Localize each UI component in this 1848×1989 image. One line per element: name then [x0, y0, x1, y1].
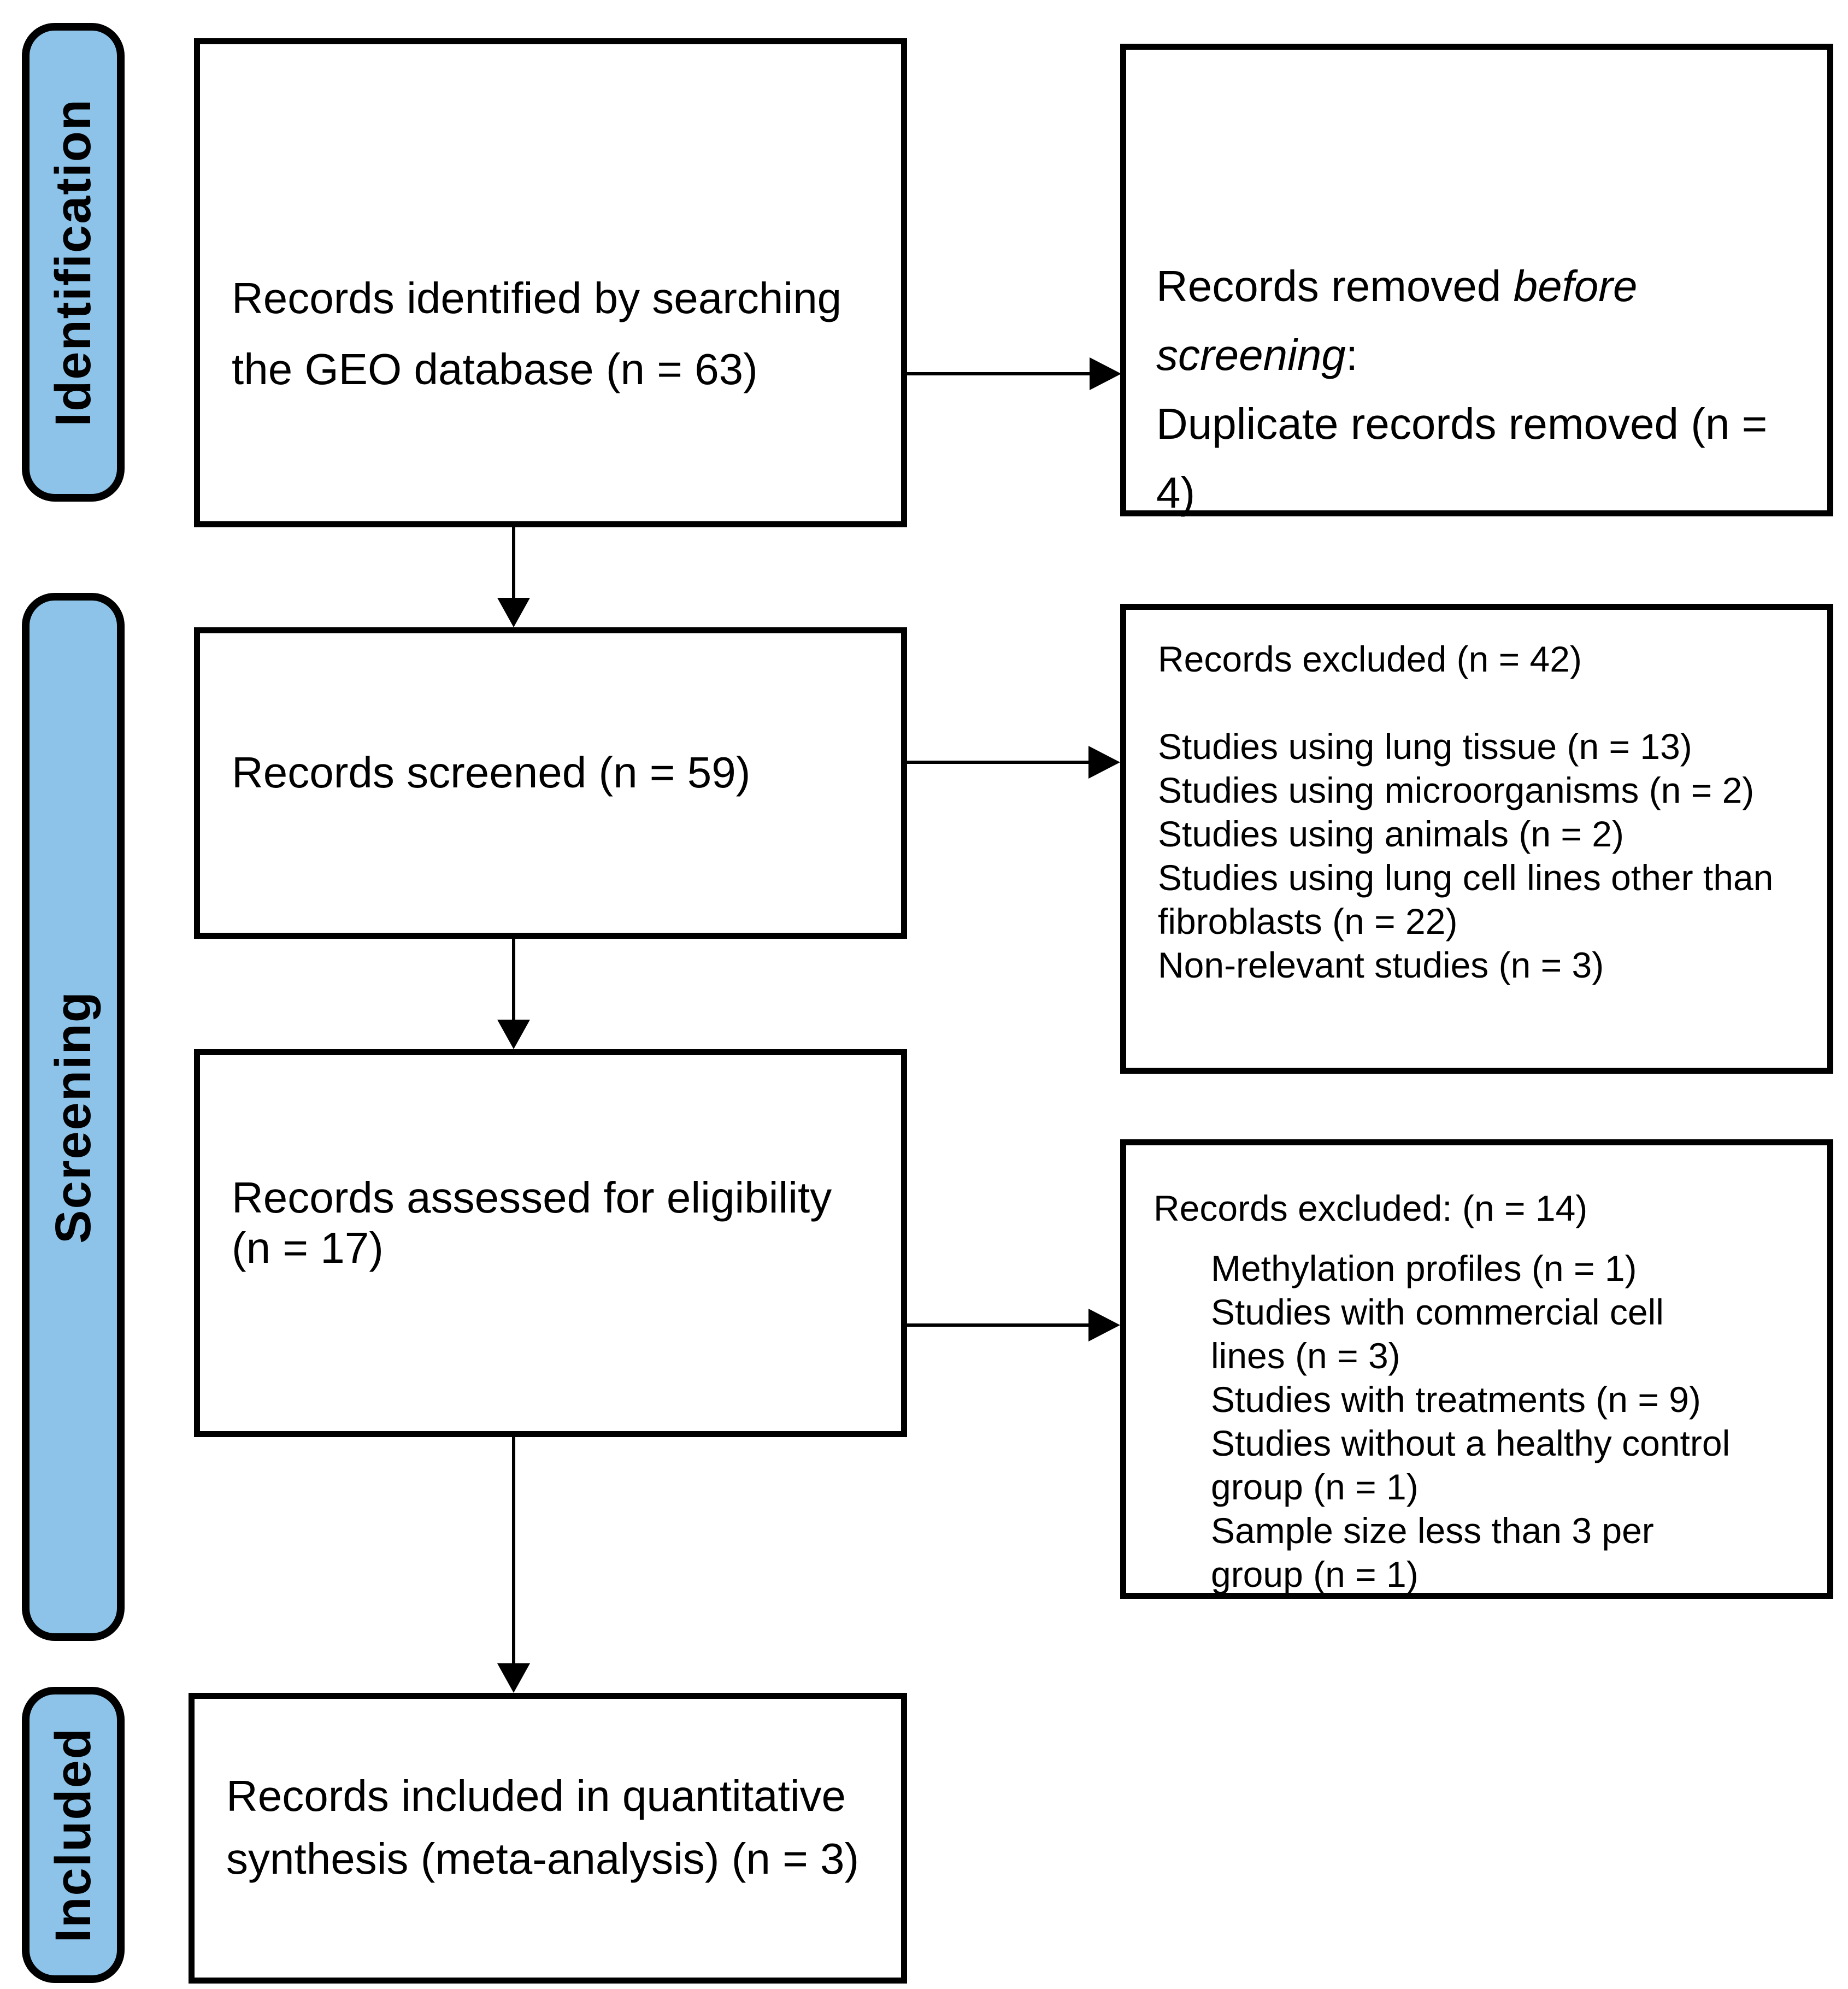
excluded-screening-item: Non-relevant studies (n = 3) — [1158, 945, 1604, 985]
box-records-removed-before-screening — [1120, 44, 1833, 516]
arrow-line-screened-to-assessed — [512, 939, 515, 1020]
arrow-down-icon — [497, 1663, 530, 1693]
arrow-right-icon — [1088, 746, 1120, 779]
arrow-line-screened-to-excluded — [907, 761, 1088, 764]
arrow-down-icon — [497, 598, 530, 627]
stage-bar-included — [22, 1687, 125, 1983]
excluded-eligibility-item: Studies without a healthy control group (n = 1) — [1211, 1423, 1731, 1507]
box-records-included — [189, 1693, 907, 1984]
arrow-line-identified-to-removed — [907, 372, 1091, 375]
removed-text-prefix: Records removed — [1156, 262, 1514, 310]
box-records-removed-text — [1126, 50, 1784, 527]
removed-text-suffix: : — [1345, 331, 1358, 379]
stage-bar-screening — [22, 593, 125, 1641]
box-records-excluded-eligibility-text — [1126, 1145, 1798, 1596]
stage-label-screening: Screening — [45, 990, 101, 1244]
excluded-screening-item: Studies using lung cell lines other than fibroblasts (n = 22) — [1158, 857, 1774, 941]
box-records-identified-text: Records identified by searching the GEO database (n = 63) — [232, 274, 842, 393]
box-records-excluded-eligibility — [1120, 1139, 1833, 1599]
excluded-eligibility-item: Studies with treatments (n = 9) — [1211, 1379, 1701, 1420]
arrow-right-icon — [1088, 1309, 1120, 1341]
arrow-line-identified-to-screened — [512, 527, 515, 599]
box-records-screened-text: Records screened (n = 59) — [232, 748, 751, 797]
stage-label-included: Included — [45, 1727, 101, 1943]
box-records-included-text: Records included in quantitative synthesis (meta-analysis) (n = 3) — [226, 1772, 860, 1883]
box-records-assessed-text: Records assessed for eligibility (n = 17) — [232, 1173, 832, 1272]
box-records-excluded-screening-text — [1126, 610, 1775, 987]
arrow-line-assessed-to-included — [512, 1437, 515, 1663]
excluded-eligibility-title: Records excluded: (n = 14) — [1153, 1188, 1588, 1228]
box-records-assessed — [194, 1049, 907, 1437]
box-records-identified — [194, 38, 907, 527]
excluded-screening-item: Studies using microorganisms (n = 2) — [1158, 770, 1755, 810]
excluded-eligibility-item: Sample size less than 3 per group (n = 1) — [1211, 1510, 1654, 1594]
arrow-down-icon — [497, 1020, 530, 1049]
removed-text-detail: Duplicate records removed (n = 4) — [1156, 399, 1768, 517]
box-records-screened — [194, 627, 907, 939]
removed-text-italic: before screening — [1156, 262, 1638, 379]
arrow-line-assessed-to-excluded — [907, 1323, 1088, 1327]
excluded-screening-item: Studies using animals (n = 2) — [1158, 814, 1624, 854]
excluded-eligibility-item: Studies with commercial cell lines (n = 3) — [1211, 1292, 1664, 1376]
stage-bar-identification — [22, 23, 125, 502]
excluded-screening-title: Records excluded (n = 42) — [1158, 639, 1582, 679]
arrow-right-icon — [1090, 357, 1121, 390]
box-records-excluded-screening — [1120, 604, 1833, 1074]
excluded-eligibility-item: Methylation profiles (n = 1) — [1211, 1248, 1637, 1288]
excluded-screening-item: Studies using lung tissue (n = 13) — [1158, 726, 1692, 767]
stage-label-identification: Identification — [45, 98, 101, 427]
